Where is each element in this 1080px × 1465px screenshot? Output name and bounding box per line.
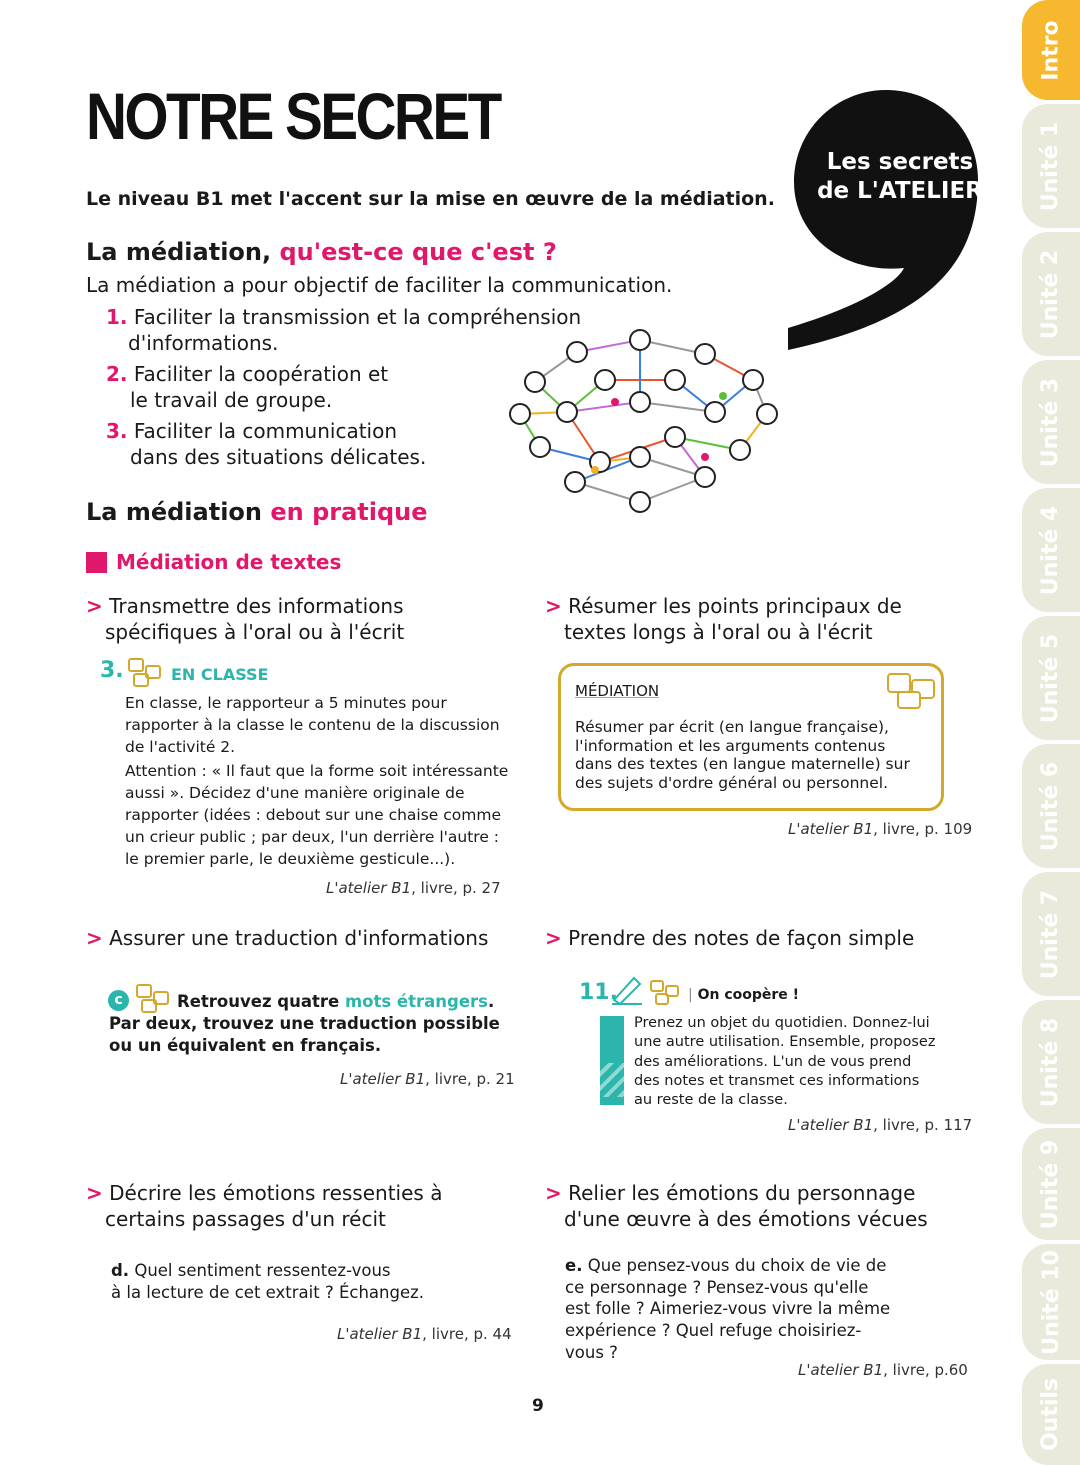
- list-item: 3. Faciliter la communication: [106, 419, 398, 443]
- tab-unite-9[interactable]: Unité 9: [1022, 1128, 1080, 1240]
- page-title: NOTRE SECRET: [86, 79, 500, 153]
- block-emotions-title: > Décrire les émotions ressenties à certains passages d'un récit: [86, 1181, 443, 1231]
- block-traduction-body: Retrouvez quatre mots étrangers. Par deux, trouvez une traduction possible ou un équivalent en français.: [109, 992, 500, 1055]
- pencil-icon: [610, 972, 644, 1006]
- block-notes-body: Prenez un objet du quotidien. Donnez-lui une autre utilisation. Ensemble, proposez des améliorations. L'un de vous prend des notes et transmet ces informations au reste de la classe.: [634, 1015, 936, 1109]
- en-classe-label: EN CLASSE: [171, 665, 269, 684]
- secrets-badge: Les secrets de L'ATELIER: [817, 149, 983, 204]
- teal-side-bar: [600, 1016, 624, 1105]
- unit-tabs: [1022, 0, 1080, 1465]
- block-transmettre-body: En classe, le rapporteur a 5 minutes pour rapporter à la classe le contenu de la discussion de l'activité 2. Attention : « Il faut que la forme soit intéressante aussi ». Décidez d'une manière originale de rapporter (idées : debout sur une chaise comme un crieur public ; par deux, l'un derrière l'autre : le premier parle, le deuxième gesticule...).: [125, 694, 509, 868]
- source-reference: L'atelier B1, livre, p. 44: [337, 1325, 512, 1343]
- source-reference: L'atelier B1, livre, p. 117: [788, 1116, 973, 1134]
- list-item-cont: dans des situations délicates.: [130, 445, 427, 469]
- tab-outils[interactable]: Outils: [1022, 1364, 1080, 1465]
- list-item: 2. Faciliter la coopération et: [106, 362, 389, 386]
- block-relier-body: e. Que pensez-vous du choix de vie de ce personnage ? Pensez-vous qu'elle est folle ? Aimeriez-vous vivre la même expérience ? Quel refuge choisiriez- vous ?: [565, 1256, 891, 1362]
- mediation-box-body: Résumer par écrit (en langue française), l'information et les arguments contenus dans des textes (en langue maternelle) sur des sujets d'ordre général ou personnel.: [575, 718, 910, 792]
- intro-text: Le niveau B1 met l'accent sur la mise en œuvre de la médiation.: [86, 188, 775, 210]
- subheading-square-icon: [86, 552, 107, 573]
- tab-unite-2[interactable]: Unité 2: [1022, 232, 1080, 356]
- source-reference: L'atelier B1, livre, p. 27: [326, 879, 501, 897]
- tab-unite-6[interactable]: Unité 6: [1022, 744, 1080, 868]
- block-emotions-body: d. Quel sentiment ressentez-vous à la lecture de cet extrait ? Échangez.: [111, 1261, 425, 1302]
- mediation-box-label: MÉDIATION: [575, 682, 660, 700]
- tab-unite-7[interactable]: Unité 7: [1022, 872, 1080, 996]
- activity-letter-badge: c: [108, 990, 129, 1011]
- source-reference: L'atelier B1, livre, p. 109: [788, 820, 973, 838]
- tab-unite-4[interactable]: Unité 4: [1022, 488, 1080, 612]
- source-reference: L'atelier B1, livre, p. 21: [340, 1070, 515, 1088]
- comma-badge-icon: [786, 88, 986, 358]
- subheading-mediation-textes: Médiation de textes: [116, 550, 342, 574]
- source-reference: L'atelier B1, livre, p.60: [798, 1361, 968, 1379]
- tab-unite-3[interactable]: Unité 3: [1022, 360, 1080, 484]
- list-item-cont: d'informations.: [128, 331, 279, 355]
- block-notes-title: > Prendre des notes de façon simple: [545, 926, 915, 950]
- on-coopere-label: | On coopère !: [688, 987, 800, 1003]
- tab-unite-1[interactable]: Unité 1: [1022, 104, 1080, 228]
- tab-unite-5[interactable]: Unité 5: [1022, 616, 1080, 740]
- puzzle-hands-icon: [884, 664, 946, 714]
- puzzle-group-icon: [126, 656, 166, 690]
- section-heading-what: La médiation, qu'est-ce que c'est ?: [86, 238, 557, 266]
- activity-number: 3.: [100, 658, 124, 683]
- list-item-cont: le travail de groupe.: [130, 388, 333, 412]
- list-item: 1. Faciliter la transmission et la compréhension: [106, 305, 582, 329]
- what-lead: La médiation a pour objectif de faciliter la communication.: [86, 273, 673, 297]
- tab-intro[interactable]: Intro: [1022, 0, 1080, 100]
- block-relier-title: > Relier les émotions du personnage d'une œuvre à des émotions vécues: [545, 1181, 928, 1231]
- tab-unite-10[interactable]: Unité 10: [1022, 1244, 1080, 1360]
- activity-number: 11.: [579, 980, 618, 1005]
- tab-unite-8[interactable]: Unité 8: [1022, 1000, 1080, 1124]
- network-people-illustration: [505, 322, 785, 522]
- page-number: 9: [532, 1396, 544, 1416]
- section-heading-practice: La médiation en pratique: [86, 498, 428, 526]
- block-transmettre-title: > Transmettre des informations spécifiques à l'oral ou à l'écrit: [86, 594, 405, 644]
- block-resumer-title: > Résumer les points principaux de textes longs à l'oral ou à l'écrit: [545, 594, 902, 644]
- block-traduction-title: > Assurer une traduction d'informations: [86, 926, 489, 950]
- puzzle-group-icon: [648, 978, 684, 1008]
